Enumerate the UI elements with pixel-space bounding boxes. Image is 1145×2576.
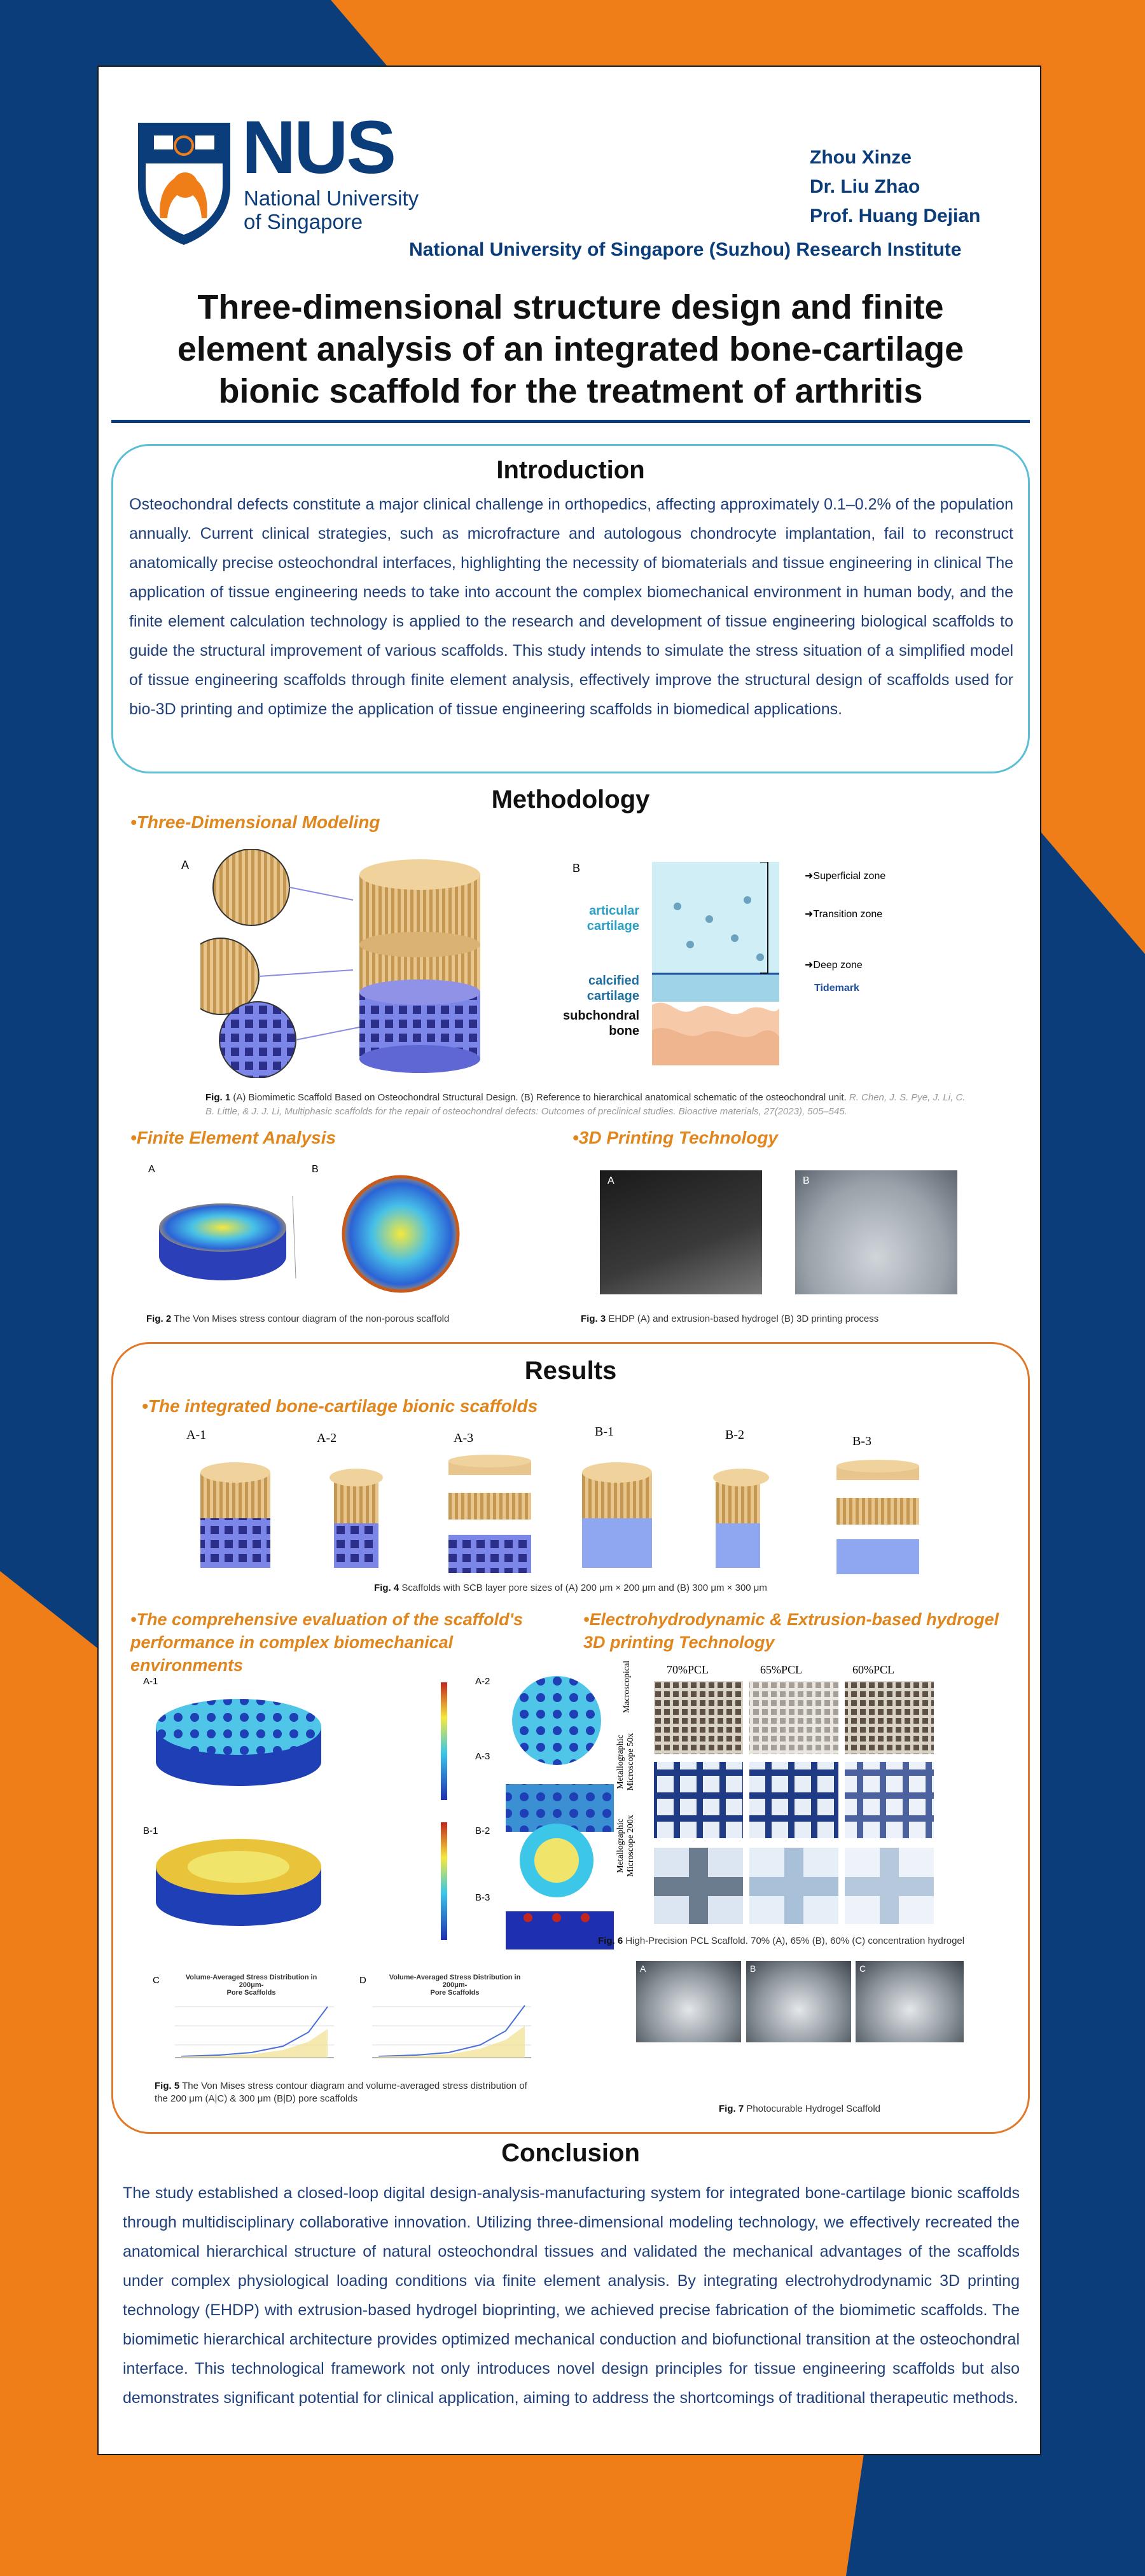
conclusion-text: The study established a closed-loop digital design-analysis-manufacturing system for integrated bone-cartilage bionic scaffolds through multidisciplinary collaborative innovation. Utilizing three-dimensional modeling technology, we effectively recreated the anatomical hierarchical structure of natural osteochondral tissues and validated the mechanical advantages of the scaffolds under complex physiological loading conditions via finite element analysis. By integrating electrohydrodynamic 3D printing technology (EHDP) with extrusion-based hydrogel bioprinting, we achieved precise fabrication of the biomimetic scaffolds. The biomimetic hierarchical architecture provides optimized mechanical conduction and biofunctional transition at the osteochondral interface. This technological framework not only introduces novel design principles for tissue engineering scaffolds but also demonstrates significant potential for clinical application, aiming to address the shortcomings of traditional therapeutic methods.: [123, 2184, 1020, 2407]
fig2-caption: Fig. 2 The Von Mises stress contour diagram of the non-porous scaffold: [146, 1313, 450, 1324]
fig5-stress-contours: [137, 1676, 531, 1956]
scaffold-label: B-2: [725, 1428, 744, 1442]
fea-label: B-1: [143, 1825, 158, 1836]
printing-subheading: •3D Printing Technology: [572, 1128, 778, 1147]
zone-arrow-icon: ➜: [805, 960, 814, 971]
nus-crest-logo: [132, 116, 237, 247]
fig1-panel-b-label: B: [572, 862, 581, 875]
pcl-col-header: 60%PCL: [852, 1663, 895, 1676]
tissue-label-articular: articular cartilage: [586, 904, 639, 933]
title-divider: [111, 420, 1030, 423]
fig6-pcl-micrographs: [654, 1681, 934, 1926]
nus-name-line2: of Singapore: [244, 210, 363, 233]
fig1-zone-brackets: [754, 862, 779, 1065]
nus-name-line1: National University: [244, 186, 419, 210]
pcl-row-label: Metallographic Microscope 50x: [616, 1733, 635, 1791]
fig3-photo-extrusion: [795, 1170, 957, 1294]
poster: [97, 66, 1041, 2455]
author-name: Dr. Liu Zhao: [810, 176, 920, 197]
zone-arrow-icon: ➜: [805, 871, 814, 882]
poster-title: Three-dimensional structure design and finite element analysis of an integrated bone-cartilage bionic scaffold for the treatment of arthritis: [177, 288, 964, 410]
fig7-caption: Fig. 7 Photocurable Hydrogel Scaffold: [719, 2103, 881, 2114]
fea-label: C: [153, 1975, 160, 1986]
scaffold-label: A-1: [186, 1428, 207, 1442]
fig1-panel-a-label: A: [181, 859, 190, 871]
fea-label: A-2: [475, 1676, 490, 1687]
fea-label: B-2: [475, 1825, 490, 1836]
pcl-col-header: 70%PCL: [667, 1663, 709, 1676]
pcl-col-header: 65%PCL: [760, 1663, 803, 1676]
fig5-top-views: [499, 1673, 627, 1965]
fig4-caption: Fig. 4 Scaffolds with SCB layer pore sizes of (A) 200 μm × 200 μm and (B) 300 μm × 300 μm: [374, 1582, 767, 1593]
author-name: Prof. Huang Dejian: [810, 205, 981, 226]
nus-acronym: NUS: [242, 106, 395, 190]
fig7-photo: [636, 1961, 741, 2042]
fig1-caption: Fig. 1 (A) Biomimetic Scaffold Based on Osteochondral Structural Design. (B) Reference to hierarchical anatomical schematic of the osteochondral unit. R. Chen, J. S. Pye, J. Li, C. B. Little, & J. J. Li, Multiphasic scaffolds for the repair of osteochondral defects: Outcomes of preclinical studies. Bioactive materials, 27(2023), 505–545.: [205, 1092, 966, 1117]
pcl-row-label: Macroscopical: [622, 1660, 632, 1714]
fea-label: A-1: [143, 1676, 158, 1687]
scaffold-renders: [194, 1453, 957, 1581]
scaffold-label: B-3: [852, 1434, 871, 1448]
tissue-label-calcified: calcified cartilage: [586, 974, 639, 1003]
results-heading: Results: [524, 1357, 617, 1385]
fig1-scaffold-illustration: [200, 849, 531, 1078]
tissue-label-subchondral: subchondral bone: [562, 1009, 639, 1038]
fig3-photo-ehdp: [600, 1170, 762, 1294]
zone-label: ➜Transition zone: [805, 909, 883, 920]
modeling-subheading: •Three-Dimensional Modeling: [130, 812, 380, 832]
chart-c-title: Volume-Averaged Stress Distribution in 200μm- Pore Scaffolds: [185, 1974, 317, 1997]
fig5-caption: Fig. 5 The Von Mises stress contour diagram and volume-averaged stress distribution of the 200 μm (A|C) & 300 μm (B|D) pore scaffolds: [155, 2081, 527, 2104]
zone-arrow-icon: ➜: [805, 909, 814, 920]
pcl-row-label: Metallographic Microscope 200x: [616, 1815, 635, 1877]
author-list: [810, 143, 980, 231]
scaffold-label: A-3: [454, 1431, 474, 1445]
zone-label: ➜Superficial zone: [805, 871, 886, 882]
chart-d-title: Volume-Averaged Stress Distribution in 200μm- Pore Scaffolds: [389, 1974, 521, 1997]
fig2-panel-a-label: A: [148, 1164, 155, 1175]
fea-label: D: [359, 1975, 366, 1986]
fig7-panel-label: B: [750, 1963, 756, 1974]
fig7-photo: [746, 1961, 851, 2042]
fig7-panel-label: C: [859, 1963, 866, 1974]
fig3-caption: Fig. 3 EHDP (A) and extrusion-based hydrogel (B) 3D printing process: [581, 1313, 879, 1324]
fig2-stress-contour: [146, 1170, 477, 1298]
fea-label: A-3: [475, 1751, 490, 1762]
methodology-heading: Methodology: [491, 786, 650, 814]
fig7-photo: [856, 1961, 964, 2042]
scaffolds-subheading: •The integrated bone-cartilage bionic scaffolds: [142, 1396, 538, 1416]
fig7-panel-label: A: [640, 1963, 646, 1974]
fig2-panel-b-label: B: [312, 1164, 319, 1175]
conclusion-heading: Conclusion: [501, 2139, 640, 2167]
scaffold-label: B-1: [595, 1425, 614, 1439]
fig3-panel-b-label: B: [803, 1175, 810, 1186]
introduction-text: Osteochondral defects constitute a major clinical challenge in orthopedics, affecting approximately 0.1–0.2% of the population annually. Current clinical strategies, such as microfracture and autologous chondrocyte implantation, fail to reconstruct anatomically precise osteochondral interfaces, highlighting the necessity of biomaterials and tissue engineering in clinical The application of tissue engineering needs to take into account the complex biomechanical environment in human body, and the finite element calculation technology is applied to the research and development of tissue engineering biological scaffolds to guide the structural improvement of various scaffolds. This study intends to simulate the stress situation of a simplified model of tissue engineering scaffolds through finite element analysis, effectively improve the structural design of scaffolds used for bio-3D printing and optimize the application of tissue engineering scaffolds in biomedical applications.: [129, 495, 1013, 718]
fea-label: B-3: [475, 1892, 490, 1903]
institute-name: National University of Singapore (Suzhou) Research Institute: [409, 239, 962, 260]
fea-subheading: •Finite Element Analysis: [130, 1128, 337, 1147]
fig6-caption: Fig. 6 High-Precision PCL Scaffold. 70% (A), 65% (B), 60% (C) concentration hydrogel: [598, 1935, 965, 1946]
ehd-subheading: •Electrohydrodynamic & Extrusion-based hydrogel 3D printing Technology: [583, 1610, 999, 1652]
scaffold-label: A-2: [317, 1431, 337, 1445]
zone-label-tidemark: Tidemark: [814, 983, 859, 994]
fig5-stress-charts: [162, 1994, 544, 2070]
author-name: Zhou Xinze: [810, 147, 912, 168]
zone-label: ➜Deep zone: [805, 960, 863, 971]
introduction-heading: Introduction: [496, 456, 645, 484]
evaluation-subheading: •The comprehensive evaluation of the scaffold's performance in complex biomechanical environments: [130, 1610, 524, 1675]
fig3-panel-a-label: A: [607, 1175, 614, 1186]
